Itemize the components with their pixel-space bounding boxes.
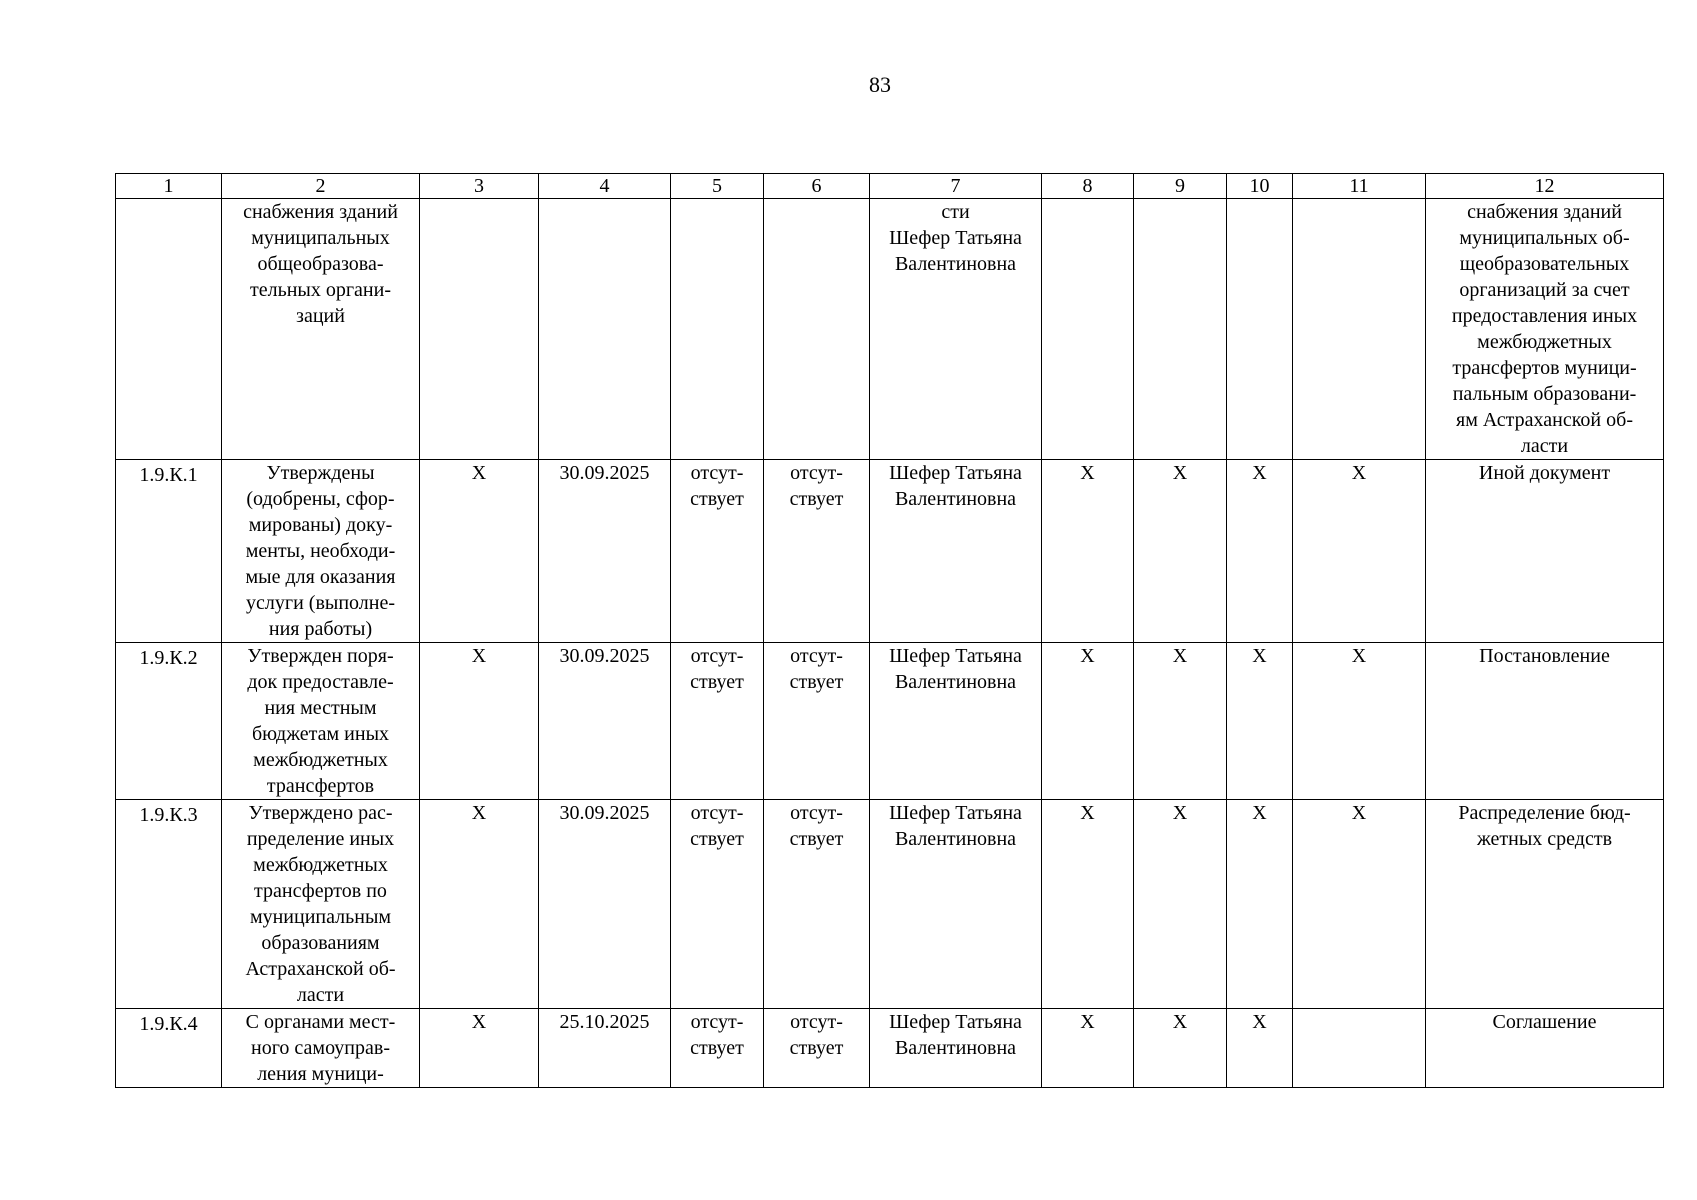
description-cell: Утверждено рас- пределение иных межбюджетных трансфертов по муниципальным образованиям Астраханской об- ласти — [222, 800, 420, 1009]
responsible-cell: Шефер Татьяна Валентиновна — [870, 643, 1042, 800]
row-code-cell: 1.9.К.3 — [116, 800, 222, 1009]
table-row — [116, 643, 1664, 800]
column-number: 8 — [1042, 174, 1134, 199]
column-number: 11 — [1293, 174, 1426, 199]
document-type-cell: Распределение бюд- жетных средств — [1426, 800, 1664, 1009]
description-cell: снабжения зданий муниципальных общеобразова- тельных органи- заций — [222, 199, 420, 460]
row-code-cell: 1.9.К.4 — [116, 1009, 222, 1088]
table-row — [116, 800, 1664, 1009]
cell: X — [1042, 800, 1134, 1009]
cell: X — [1227, 1009, 1293, 1088]
cell: X — [1227, 460, 1293, 643]
cell: X — [420, 460, 539, 643]
column-number-row — [116, 174, 1664, 199]
cell: отсут- ствует — [671, 800, 764, 1009]
cell: X — [420, 800, 539, 1009]
responsible-cell: Шефер Татьяна Валентиновна — [870, 1009, 1042, 1088]
cell — [671, 199, 764, 460]
cell: X — [1227, 800, 1293, 1009]
cell: X — [1134, 460, 1227, 643]
date-cell: 30.09.2025 — [539, 800, 671, 1009]
cell — [1293, 199, 1426, 460]
cell: X — [420, 1009, 539, 1088]
description-cell: Утвержден поря- док предоставле- ния местным бюджетам иных межбюджетных трансфертов — [222, 643, 420, 800]
column-number: 5 — [671, 174, 764, 199]
column-number: 3 — [420, 174, 539, 199]
cell: X — [1134, 800, 1227, 1009]
cell: отсут- ствует — [764, 800, 870, 1009]
cell: X — [420, 643, 539, 800]
cell: отсут- ствует — [671, 460, 764, 643]
column-number: 4 — [539, 174, 671, 199]
cell: X — [1042, 643, 1134, 800]
cell: X — [1042, 460, 1134, 643]
responsible-cell: Шефер Татьяна Валентиновна — [870, 800, 1042, 1009]
column-number: 2 — [222, 174, 420, 199]
document-type-cell: Иной документ — [1426, 460, 1664, 643]
document-type-cell: Постановление — [1426, 643, 1664, 800]
cell: отсут- ствует — [764, 460, 870, 643]
table-row — [116, 1009, 1664, 1088]
column-number: 10 — [1227, 174, 1293, 199]
column-number: 9 — [1134, 174, 1227, 199]
row-code-cell — [116, 199, 222, 460]
row-code-cell: 1.9.К.1 — [116, 460, 222, 643]
cell: отсут- ствует — [671, 1009, 764, 1088]
cell — [1227, 199, 1293, 460]
description-cell: С органами мест- ного самоуправ- ления муници- — [222, 1009, 420, 1088]
cell: X — [1042, 1009, 1134, 1088]
column-number: 7 — [870, 174, 1042, 199]
cell: X — [1293, 460, 1426, 643]
cell: X — [1134, 1009, 1227, 1088]
cell: X — [1293, 643, 1426, 800]
cell — [1293, 1009, 1426, 1088]
document-type-cell: снабжения зданий муниципальных об- щеобразовательных организаций за счет предоставления иных межбюджетных трансфертов муници- пальным образовани- ям Астраханской об- ласти — [1426, 199, 1664, 460]
cell: отсут- ствует — [671, 643, 764, 800]
plan-table — [115, 173, 1664, 1088]
cell: отсут- ствует — [764, 1009, 870, 1088]
cell: отсут- ствует — [764, 643, 870, 800]
cell — [764, 199, 870, 460]
document-type-cell: Соглашение — [1426, 1009, 1664, 1088]
row-code-cell: 1.9.К.2 — [116, 643, 222, 800]
date-cell — [539, 199, 671, 460]
cell — [1042, 199, 1134, 460]
column-number: 1 — [116, 174, 222, 199]
cell: X — [1293, 800, 1426, 1009]
table-row — [116, 199, 1664, 460]
date-cell: 30.09.2025 — [539, 460, 671, 643]
column-number: 12 — [1426, 174, 1664, 199]
page-number: 83 — [869, 72, 891, 97]
cell — [1134, 199, 1227, 460]
table-row — [116, 460, 1664, 643]
responsible-cell: сти Шефер Татьяна Валентиновна — [870, 199, 1042, 460]
column-number: 6 — [764, 174, 870, 199]
description-cell: Утверждены (одобрены, сфор- мированы) доку- менты, необходи- мые для оказания услуги (выполне- ния работы) — [222, 460, 420, 643]
cell — [420, 199, 539, 460]
date-cell: 25.10.2025 — [539, 1009, 671, 1088]
date-cell: 30.09.2025 — [539, 643, 671, 800]
cell: X — [1227, 643, 1293, 800]
cell: X — [1134, 643, 1227, 800]
responsible-cell: Шефер Татьяна Валентиновна — [870, 460, 1042, 643]
